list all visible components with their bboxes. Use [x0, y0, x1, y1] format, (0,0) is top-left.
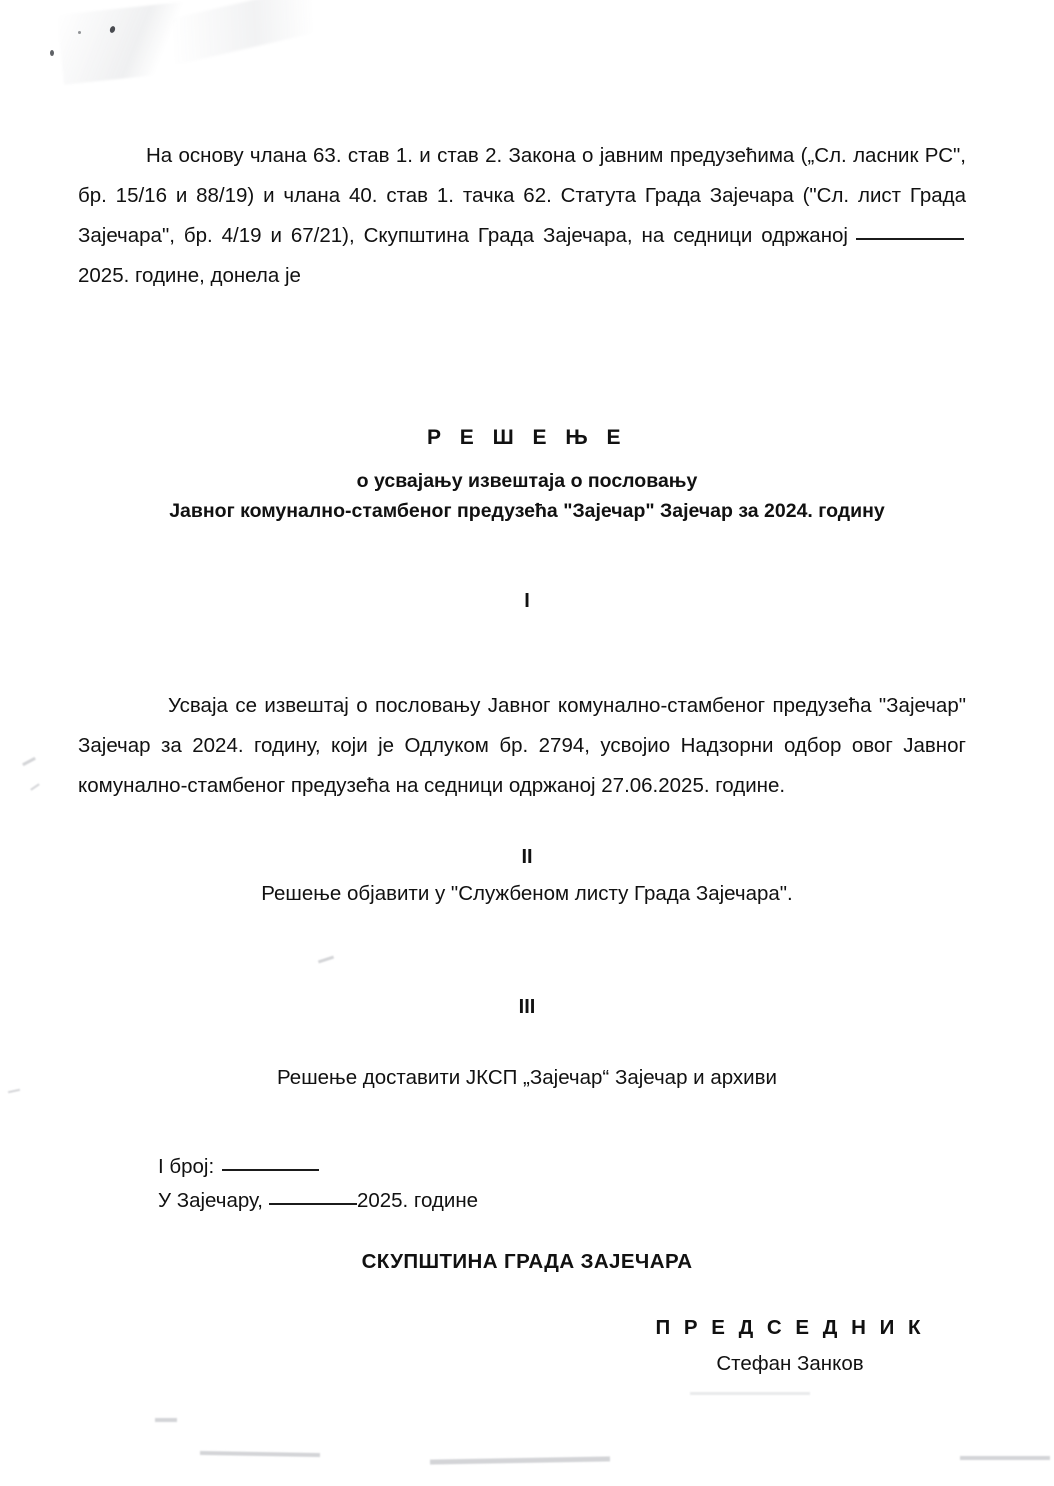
scan-edge-artifact — [155, 1418, 177, 1422]
scan-speck-artifact — [109, 25, 116, 33]
section-numeral-3: III — [518, 996, 536, 1018]
place-and-date-line — [158, 1184, 478, 1218]
intro-paragraph-text-part2: 2025. године, донела је — [78, 263, 301, 287]
scan-edge-artifact — [318, 956, 334, 964]
place-date-blank-field[interactable] — [269, 1203, 357, 1205]
scan-edge-artifact — [690, 1392, 810, 1395]
document-number-blank-field[interactable] — [222, 1169, 319, 1171]
date-blank-field[interactable] — [856, 238, 964, 240]
document-subtitle — [0, 466, 1054, 526]
scan-edge-artifact — [22, 757, 36, 766]
scan-smudge-artifact — [148, 0, 363, 69]
section-body-2: Решење објавити у "Службеном листу Града Зајечара". — [261, 882, 793, 905]
section-numeral-1: I — [524, 590, 530, 612]
section-body-1: Усваја се извештај о пословању Јавног комунално-стамбеног предузећа "Зајечар" Зајечар за 2024. годину, који је Одлуком бр. 2794, усвојио Надзорни одбор овог Јавног комунално-стамбеног предузећа на седници одржаној 27.06.2025. године. — [78, 693, 966, 797]
document-subtitle-line-1: о усвајању извештаја о пословању — [356, 470, 698, 492]
scan-smudge-artifact — [57, 0, 233, 85]
scan-edge-artifact — [30, 783, 39, 790]
document-subtitle-line-2: Јавног комунално-стамбеног предузећа "Зајечар" Зајечар за 2024. годину — [169, 500, 885, 522]
scan-speck-artifact — [78, 31, 81, 34]
place-label: У Зајечару, — [158, 1189, 263, 1212]
scan-edge-artifact — [430, 1456, 610, 1464]
section-numeral-2: II — [521, 846, 533, 868]
document-number-label: I број: — [158, 1155, 215, 1178]
document-title: Р Е Ш Е Њ Е — [426, 426, 628, 450]
intro-paragraph — [78, 136, 966, 296]
president-name: Стефан Занков — [716, 1352, 864, 1375]
document-number-line — [158, 1150, 319, 1184]
scan-edge-artifact — [200, 1451, 320, 1457]
place-year: 2025. године — [356, 1189, 479, 1212]
president-title: П Р Е Д С Е Д Н И К — [655, 1316, 925, 1339]
scan-speck-artifact — [50, 50, 54, 56]
intro-paragraph-text-part1: На основу члана 63. став 1. и став 2. Закона о јавним предузећима („Сл. ласник РС", бр. 15/16 и 88/19) и члана 40. став 1. тачка 62. Статута Града Зајечара ("Сл. лист Града Зајечара", бр. 4/19 и 67/21), Скупштина Града Зајечара, на седници одржаној — [78, 143, 966, 247]
scan-edge-artifact — [960, 1456, 1050, 1460]
section-body-3: Решење доставити ЈКСП „Зајечар“ Зајечар и архиви — [277, 1066, 777, 1089]
assembly-name: СКУПШТИНА ГРАДА ЗАЈЕЧАРА — [361, 1250, 693, 1273]
